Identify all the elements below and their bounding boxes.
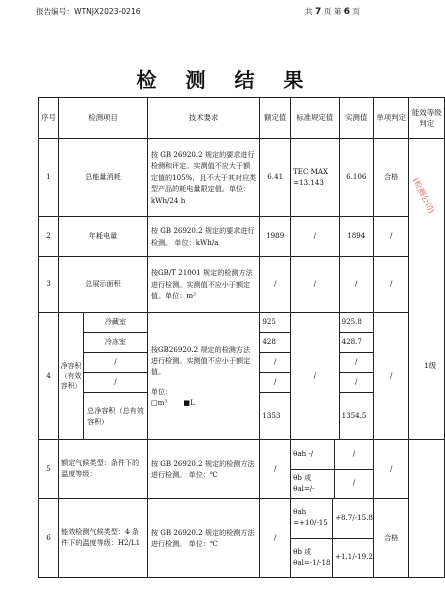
table-row <box>39 217 445 257</box>
col-header: 实测值 <box>339 98 373 139</box>
col-header: 标准规定值 <box>291 98 340 139</box>
measured-value: 428.7 <box>340 333 373 353</box>
measured-value: +8.7/-15.8 <box>335 512 373 522</box>
col-header: 技术要求 <box>147 98 259 139</box>
requirement: 按 GB 26920.2 规定的检测方法进行检测。 单位：℃ <box>147 499 259 578</box>
table-row <box>39 499 445 578</box>
rated-value: / <box>260 440 291 499</box>
measured-value: / <box>339 257 373 313</box>
standard-value: θah =+10/-15 <box>291 499 333 538</box>
rated-value: / <box>260 257 291 313</box>
row-number: 5 <box>39 440 59 499</box>
measured-value: +1.1/-19.2 <box>335 552 373 562</box>
row-number: 6 <box>39 499 59 578</box>
rated-values-cell <box>260 313 291 440</box>
requirement: 按 GB 26920.2 规定的检测方法进行检测。 单位：℃ <box>147 440 259 499</box>
rated-value: 428 <box>260 333 290 353</box>
grade-cell-top <box>409 139 445 440</box>
requirement-text: 按GB26920.2 规定的检测方法进行检测。实测值不应小于额定值。 <box>150 344 251 377</box>
sub-item: / <box>84 373 147 393</box>
unit-label: 单位： <box>150 386 173 396</box>
col-header: 检测项目 <box>59 98 148 139</box>
rated-value: 6.41 <box>260 139 291 217</box>
item-judgement: / <box>373 217 409 257</box>
energy-grade: 1级 <box>423 361 437 370</box>
requirement: 按 GB 26920.2 规定的要求进行检测。 单位：kWh/a <box>147 217 259 257</box>
sub-item: 总净容积（总有效容积） <box>87 405 144 426</box>
page-suffix: 页 <box>352 7 360 16</box>
requirement: 按GB/T 21001 规定的检测方法进行检测。实测值不应小于额定值。单位：m² <box>147 257 259 313</box>
row-number: 3 <box>39 257 59 313</box>
standard-value: TEC MAX =13.143 <box>291 139 340 217</box>
page-indicator <box>305 6 360 17</box>
standard-value: θb 或 θal=/- <box>291 470 335 499</box>
unit-options <box>151 397 256 408</box>
sub-item: 冷冻室 <box>84 333 147 353</box>
standard-value: / <box>291 313 340 440</box>
item-name: 年耗电量 <box>59 217 148 257</box>
table-row <box>39 440 445 499</box>
col-header: 额定值 <box>260 98 291 139</box>
item-judgement: 合格 <box>373 139 409 217</box>
item-name: 能效检测气候类型：4 条件下的温度等级：H2/L1 <box>59 499 148 578</box>
page-mid: 页 第 <box>323 7 342 16</box>
measured-value: 1894 <box>339 217 373 257</box>
item-judgement: / <box>373 313 409 440</box>
rated-value: 1353 <box>262 410 281 420</box>
col-header: 能效等级判定 <box>409 98 445 139</box>
col-header: 单项判定 <box>373 98 409 139</box>
measured-value: 6.106 <box>339 139 373 217</box>
volume-sublabel: （有效容积） <box>60 371 82 391</box>
item-judgement: / <box>373 257 409 313</box>
company-seal: (检测公司) <box>411 176 436 215</box>
standard-value: / <box>291 257 340 313</box>
table-row <box>39 313 445 440</box>
row-number: 2 <box>39 217 59 257</box>
row-number: 1 <box>39 139 59 217</box>
rated-value: 925 <box>260 313 290 333</box>
volume-label: 净容积 <box>60 361 82 370</box>
item-name: 总能量消耗 <box>59 139 148 217</box>
volume-item-cell <box>59 313 148 440</box>
unit-option-m3: □m³ <box>150 398 168 408</box>
total-pages: 7 <box>315 7 322 17</box>
item-name: 额定气候类型：条件下的温度等级： <box>59 440 148 499</box>
climate-values-cell <box>291 499 374 578</box>
item-name: 总展示面积 <box>59 257 148 313</box>
standard-value: θb 或 θal=-1/-18 <box>291 539 333 578</box>
measured-value: / <box>352 478 356 488</box>
standard-value: θah -/ <box>291 440 335 469</box>
row-number: 4 <box>39 313 59 440</box>
measured-value: 1354.5 <box>341 410 367 420</box>
page-title: 检 测 结 果 <box>136 68 315 92</box>
measured-value: 925.8 <box>340 313 373 333</box>
grade-cell-bottom <box>409 440 445 578</box>
item-judgement: / <box>373 440 409 499</box>
rated-value: / <box>260 499 291 578</box>
report-number: 报告编号：WTNJX2023-0216 <box>36 7 141 16</box>
results-table <box>38 97 445 578</box>
rated-value: / <box>260 353 290 373</box>
sub-item: / <box>84 353 147 373</box>
measured-value: / <box>340 353 373 373</box>
rated-value: 1989 <box>260 217 291 257</box>
col-header: 序号 <box>39 98 59 139</box>
item-judgement: 合格 <box>373 499 409 578</box>
table-header-row <box>39 98 445 139</box>
rated-value: / <box>260 373 290 393</box>
sub-item: 冷藏室 <box>84 313 147 333</box>
measured-value: / <box>340 373 373 393</box>
measured-value: / <box>352 448 356 458</box>
table-row <box>39 139 445 217</box>
climate-values-cell <box>291 440 374 499</box>
standard-value: / <box>291 217 340 257</box>
unit-option-l: ■L <box>183 398 195 408</box>
requirement <box>147 313 259 440</box>
table-row <box>39 257 445 313</box>
requirement: 按 GB 26920.2 规定的要求进行检测和评定。实测值不应大于额定值的105%，且不大于其对应类型产品的耗电量限定值。单位：kWh/24 h <box>147 139 259 217</box>
measured-values-cell <box>339 313 373 440</box>
current-page: 6 <box>343 7 350 17</box>
page-prefix: 共 <box>304 7 313 16</box>
